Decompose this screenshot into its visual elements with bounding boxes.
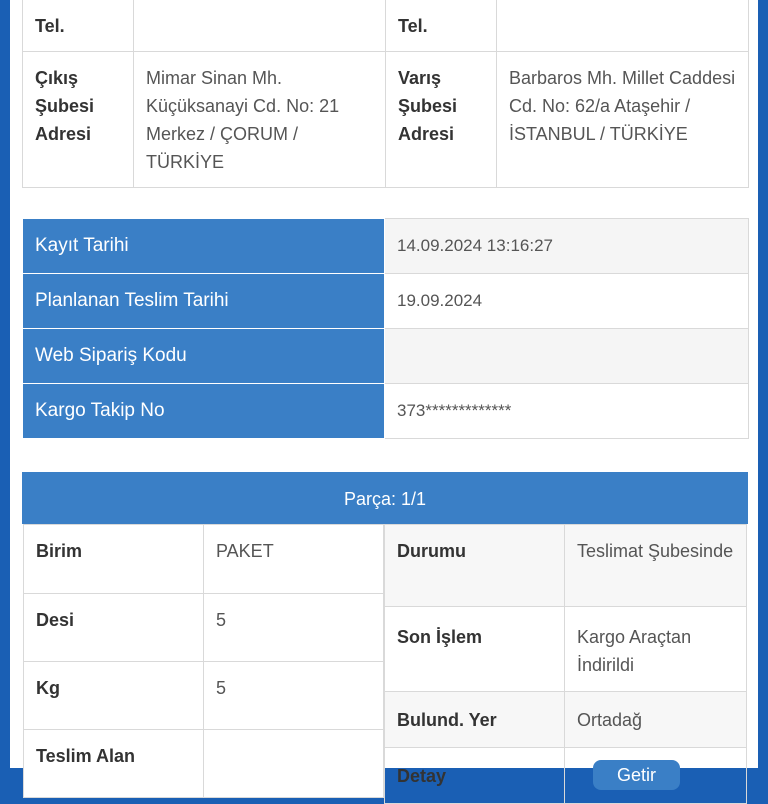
recipient-label: Teslim Alan [24,730,204,798]
departure-branch-address: Mimar Sinan Mh. Küçüksanayi Cd. No: 21 Merkez / ÇORUM / TÜRKİYE [134,52,386,188]
last-operation-value: Kargo Araçtan İndirildi [565,607,747,692]
departure-branch-label: Çıkış Şubesi Adresi [23,52,134,188]
desi-label: Desi [24,594,204,662]
page-content [10,0,758,786]
getir-button[interactable]: Getir [593,760,680,790]
branch-address-table [22,0,749,188]
planned-delivery-label: Planlanan Teslim Tarihi [23,274,385,329]
registration-date-label: Kayıt Tarihi [23,219,385,274]
detail-label: Detay [385,748,565,804]
status-value: Teslimat Şubesinde [565,525,747,607]
tracking-number-value: 373************* [385,384,749,439]
tracking-number-label: Kargo Takip No [23,384,385,439]
location-label: Bulund. Yer [385,692,565,748]
unit-value: PAKET [204,525,384,594]
departure-tel-label: Tel. [23,0,134,52]
location-value: Ortadağ [565,692,747,748]
web-order-code-label: Web Sipariş Kodu [23,329,385,384]
status-label: Durumu [385,525,565,607]
parcel-header: Parça: 1/1 [22,472,748,524]
desi-value: 5 [204,594,384,662]
kg-label: Kg [24,662,204,730]
unit-label: Birim [24,525,204,594]
shipment-dates-table [22,218,749,439]
arrival-tel-value [497,0,749,52]
parcel-details-right [384,524,747,804]
registration-date-value: 14.09.2024 13:16:27 [385,219,749,274]
planned-delivery-value: 19.09.2024 [385,274,749,329]
departure-tel-value [134,0,386,52]
recipient-value [204,730,384,798]
arrival-branch-label: Varış Şubesi Adresi [386,52,497,188]
arrival-branch-address: Barbaros Mh. Millet Caddesi Cd. No: 62/a Ataşehir / İSTANBUL / TÜRKİYE [497,52,749,188]
last-operation-label: Son İşlem [385,607,565,692]
parcel-details-left [23,524,384,798]
kg-value: 5 [204,662,384,730]
web-order-code-value [385,329,749,384]
arrival-tel-label: Tel. [386,0,497,52]
